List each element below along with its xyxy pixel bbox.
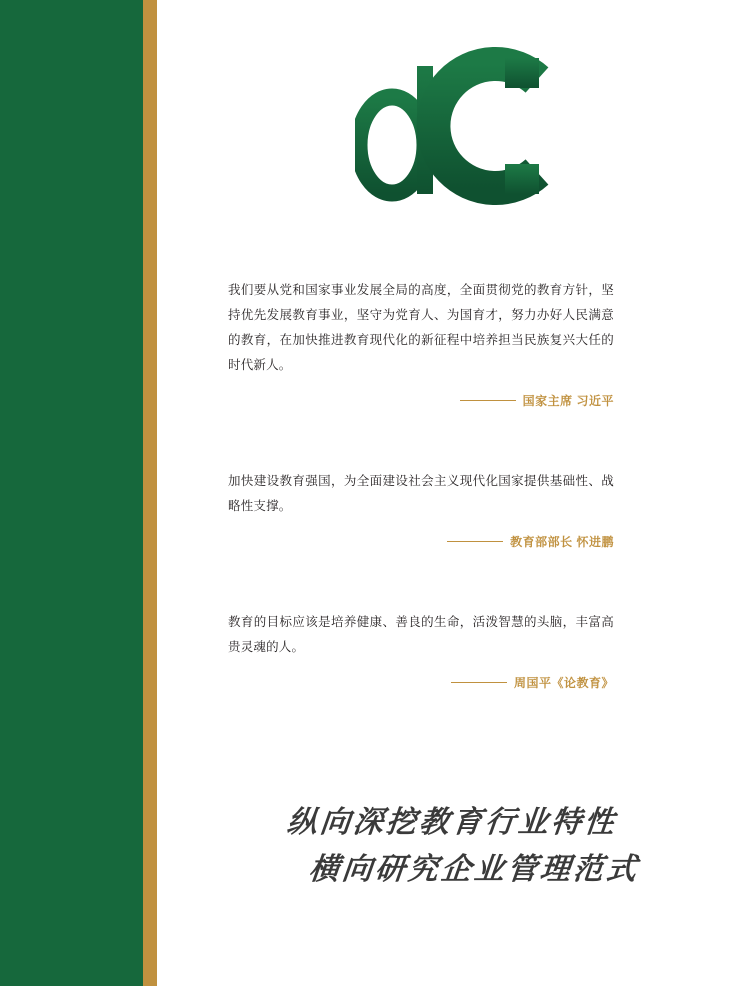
tagline-line-1: 纵向深挖教育行业特性 [285, 805, 619, 840]
quote-list [228, 278, 614, 729]
left-gold-band [143, 0, 157, 986]
attribution-name: 国家主席 习近平 [522, 394, 614, 408]
attribution-rule [451, 682, 507, 683]
attribution-name: 周国平《论教育》 [513, 676, 614, 690]
quote-item [228, 278, 614, 409]
quote-text: 教育的目标应该是培养健康、善良的生命，活泼智慧的头脑，丰富高贵灵魂的人。 [228, 615, 614, 654]
attribution-name: 教育部部长 怀进鹏 [510, 535, 614, 549]
tagline-line-2: 横向研究企业管理范式 [307, 851, 641, 887]
quote-spacer [228, 447, 614, 469]
quote-text: 加快建设教育强国，为全面建设社会主义现代化国家提供基础性、战略性支撑。 [228, 474, 614, 513]
quote-item [228, 469, 614, 550]
left-green-band [0, 0, 143, 986]
dc-monogram-logo [355, 40, 555, 205]
quote-text: 我们要从党和国家事业发展全局的高度，全面贯彻党的教育方针，坚持优先发展教育事业，坚守为党育人、为国育才，努力办好人民满意的教育，在加快推进教育现代化的新征程中培养担当民族复兴大任的时代新人。 [228, 283, 614, 372]
logo-area [160, 40, 744, 205]
attribution-rule [460, 400, 516, 401]
quote-item [228, 610, 614, 691]
quote-attribution [228, 674, 614, 691]
attribution-rule [447, 541, 503, 542]
quote-spacer [228, 588, 614, 610]
quote-attribution [228, 392, 614, 409]
page-content [160, 0, 744, 986]
quote-attribution [228, 533, 614, 550]
tagline [160, 800, 744, 893]
